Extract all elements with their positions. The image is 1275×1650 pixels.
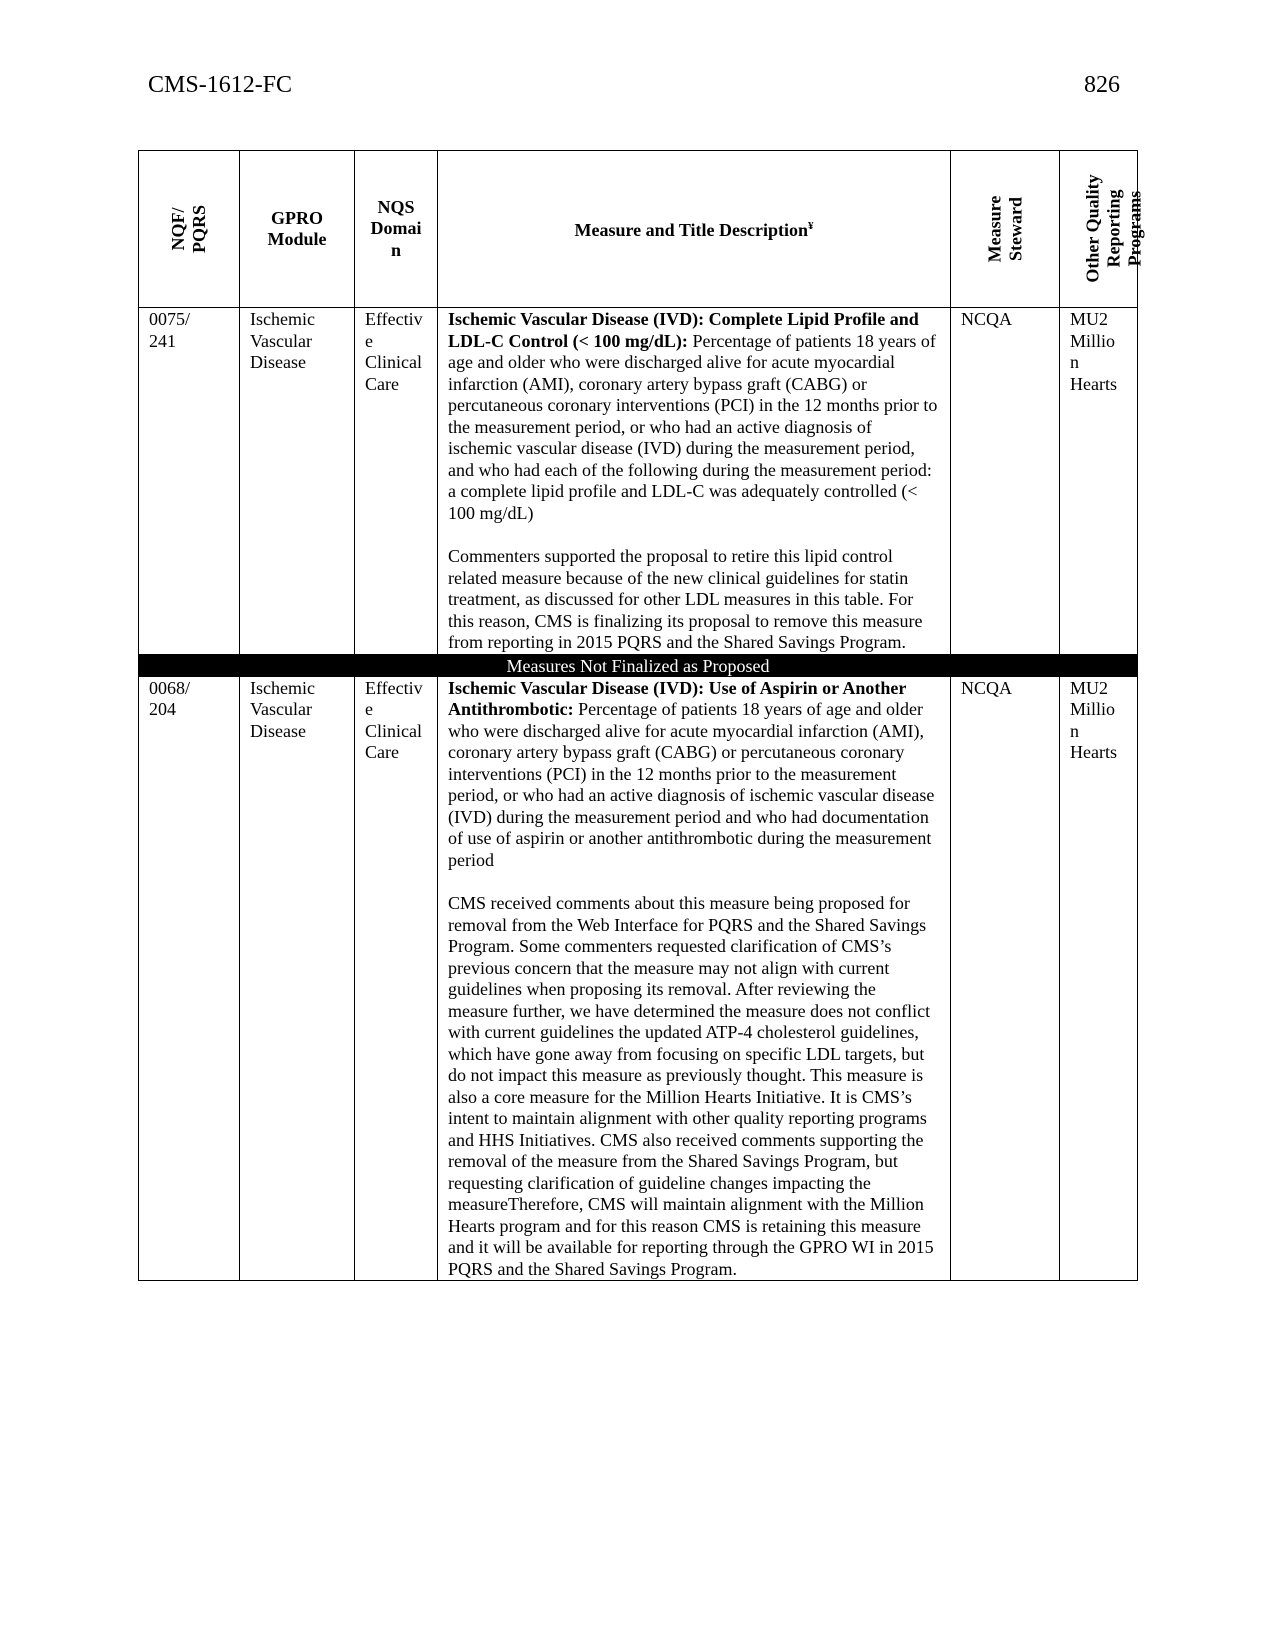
- cell-module: [240, 308, 355, 655]
- section-label: Measures Not Finalized as Proposed: [139, 654, 1138, 676]
- programs-line1: MU2: [1070, 677, 1109, 698]
- module-line2: Vascular: [250, 699, 312, 719]
- domain-line1: Effectiv: [365, 309, 423, 329]
- module-line2: Vascular: [250, 330, 312, 351]
- cell-domain: [355, 676, 438, 1281]
- section-header-row: [139, 654, 1138, 676]
- col-header-steward-line1: Measure: [984, 195, 1004, 263]
- col-header-nqf-pqrs: [139, 151, 240, 308]
- domain-line2: e: [365, 330, 373, 351]
- measures-table: [138, 150, 1145, 1281]
- col-header-gpro-module: [240, 151, 355, 308]
- document-id: CMS-1612-FC: [148, 72, 293, 98]
- col-header-measure-steward: [951, 151, 1060, 308]
- table-row: [139, 676, 1138, 1281]
- col-header-nqs-line2: Domai: [370, 218, 422, 239]
- col-header-nqf-line2: PQRS: [188, 204, 209, 253]
- cell-steward: NCQA: [951, 308, 1060, 655]
- col-header-gpro-line2: Module: [267, 229, 327, 249]
- measure-description: Percentage of patients 18 years of age and older who were discharged alive for acute myocardial infarction (AMI), coronary artery bypass graft (CABG) or percutaneous coronary interventions (PCI) in the 12 months prior to the measurement period, or who had an active diagnosis of ischemic vascular disease (IVD) during the measurement period and who had documentation of use of aspirin or another antithrombotic during the measurement period: [448, 699, 935, 870]
- col-header-steward-line2: Steward: [1005, 196, 1025, 261]
- cell-description: [438, 308, 951, 655]
- table-row: [139, 308, 1138, 655]
- nqf-line2: 241: [149, 330, 176, 351]
- measure-title: Ischemic Vascular Disease (IVD): Complete Lipid Profile and LDL-C Control (< 100 mg/dL):: [448, 309, 919, 351]
- cell-description: [438, 676, 951, 1281]
- col-header-gpro-line1: GPRO: [271, 207, 323, 228]
- measure-comment: CMS received comments about this measure being proposed for removal from the Web Interface for PQRS and the Shared Savings Program. Some commenters requested clarification of CMS’s previous concern that the measure may not align with current guidelines when proposing its removal. After reviewing the measure further, we have determined the measure does not conflict with current guidelines the updated ATP-4 cholesterol guidelines, which have gone away from focusing on specific LDL targets, but do not impact this measure as previously thought. This measure is also a core measure for the Million Hearts Initiative. It is CMS’s intent to maintain alignment with other quality reporting programs and HHS Initiatives. CMS also received comments supporting the removal of the measure from the Shared Savings Program, but requesting clarification of guideline changes impacting the measureTherefore, CMS will maintain alignment with the Million Hearts program and for this reason CMS is retaining this measure and it will be available for reporting through the GPRO WI in 2015 PQRS and the Shared Savings Program.: [448, 893, 934, 1279]
- col-header-programs-line3: Programs: [1124, 190, 1145, 267]
- col-header-measure-title-mark: ¥: [808, 220, 814, 233]
- domain-line3: Clinical: [365, 352, 422, 372]
- programs-line4: Hearts: [1070, 742, 1117, 762]
- col-header-nqs-line1: NQS: [377, 196, 415, 217]
- table-header-row: [139, 151, 1138, 308]
- page-number: 826: [1084, 72, 1120, 98]
- nqf-line2: 204: [149, 699, 176, 719]
- programs-line2: Millio: [1070, 699, 1116, 719]
- module-line1: Ischemic: [250, 309, 315, 329]
- col-header-nqf-line1: NQF/: [167, 207, 188, 251]
- measure-title: Ischemic Vascular Disease (IVD): Use of Aspirin or Another Antithrombotic:: [448, 677, 906, 719]
- programs-line4: Hearts: [1070, 373, 1117, 394]
- module-line3: Disease: [250, 720, 306, 741]
- cell-programs: [1060, 676, 1138, 1281]
- domain-line3: Clinical: [365, 720, 422, 741]
- domain-line1: Effectiv: [365, 677, 423, 698]
- cell-nqf: [139, 676, 240, 1281]
- col-header-programs-line2: Reporting: [1103, 189, 1124, 268]
- cell-domain: [355, 308, 438, 655]
- cell-nqf: [139, 308, 240, 655]
- programs-line2: Millio: [1070, 330, 1116, 351]
- measure-comment: Commenters supported the proposal to retire this lipid control related measure because of the new clinical guidelines for statin treatment, as discussed for other LDL measures in this table. For this reason, CMS is finalizing its proposal to remove this measure from reporting in 2015 PQRS and the Shared Savings Program.: [448, 546, 923, 652]
- cell-programs: [1060, 308, 1138, 655]
- domain-line4: Care: [365, 373, 399, 394]
- col-header-nqs-domain: [355, 151, 438, 308]
- module-line3: Disease: [250, 352, 306, 372]
- cell-module: [240, 676, 355, 1281]
- nqf-line1: 0068/: [149, 677, 191, 698]
- page-header: [148, 72, 1120, 106]
- programs-line1: MU2: [1070, 309, 1109, 329]
- col-header-measure-title: [438, 151, 951, 308]
- domain-line2: e: [365, 699, 373, 719]
- col-header-programs-line1: Other Quality: [1082, 174, 1103, 283]
- col-header-other-programs: [1060, 151, 1145, 308]
- programs-line3: n: [1070, 352, 1079, 372]
- domain-line4: Care: [365, 742, 399, 762]
- nqf-line1: 0075/: [149, 309, 191, 329]
- programs-line3: n: [1070, 720, 1079, 741]
- col-header-nqs-line3: n: [390, 239, 401, 260]
- col-header-measure-title-text: Measure and Title Description: [574, 220, 808, 241]
- measure-description: Percentage of patients 18 years of age and older who were discharged alive for acute myocardial infarction (AMI), coronary artery bypass graft (CABG) or percutaneous coronary interventions (PCI) in the 12 months prior to the measurement period, or who had an active diagnosis of ischemic vascular disease (IVD) during the measurement period, and who had each of the following during the measurement period: a complete lipid profile and LDL-C was adequately controlled (< 100 mg/dL): [448, 330, 938, 523]
- cell-steward: NCQA: [951, 676, 1060, 1281]
- module-line1: Ischemic: [250, 677, 315, 698]
